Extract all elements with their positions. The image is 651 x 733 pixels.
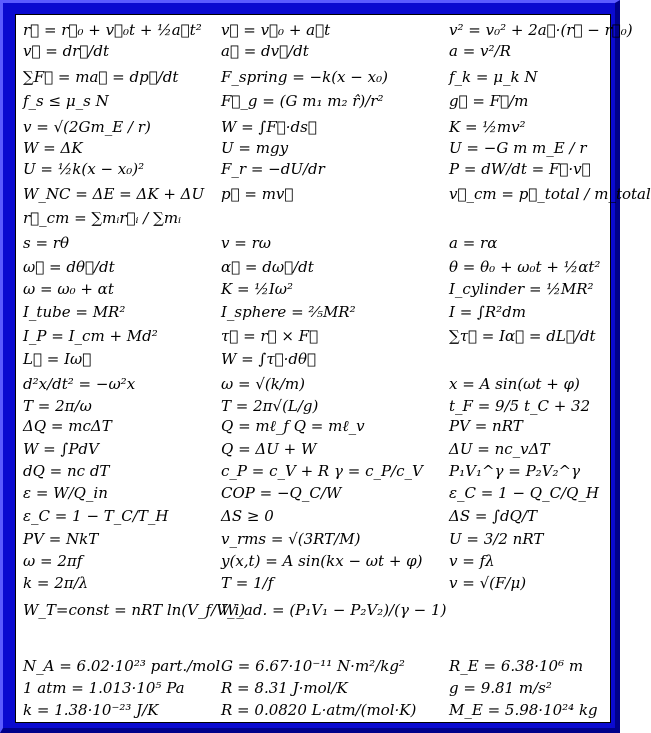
- formula-cell: g⃗ = F⃗/m: [449, 92, 529, 110]
- formula-row: [16, 40, 610, 62]
- constant-cell: R = 0.0820 L·atm/(mol·K): [221, 701, 417, 719]
- formula-row: [16, 348, 610, 370]
- formula-cell: Q = ΔU + W: [221, 440, 317, 458]
- formula-cell: a = rα: [449, 234, 498, 252]
- formula-cell: W = ΔK: [23, 139, 83, 157]
- formula-row: [16, 596, 610, 624]
- constants-row: [16, 655, 610, 677]
- formula-sheet: [15, 14, 651, 723]
- formula-cell: ΔS = ∫dQ/T: [449, 507, 537, 525]
- constant-cell: G = 6.67·10⁻¹¹ N·m²/kg²: [221, 657, 405, 675]
- formula-cell: r⃗ = r⃗₀ + v⃗₀t + ½a⃗t²: [23, 21, 202, 39]
- constants-row: [16, 699, 610, 721]
- formula-cell: T = 2π/ω: [23, 397, 92, 415]
- formula-cell: dQ = nc dT: [23, 462, 110, 480]
- formula-cell: T = 2π√(L/g): [221, 397, 319, 415]
- formula-cell: t_F = 9/5 t_C + 32: [449, 397, 591, 415]
- formula-cell: I_P = I_cm + Md²: [23, 327, 158, 345]
- formula-cell: ω = 2πf: [23, 552, 83, 570]
- formula-cell: U = ½k(x − x₀)²: [23, 160, 145, 178]
- formula-cell: U = −G m m_E / r: [449, 139, 587, 157]
- formula-row: [16, 66, 610, 88]
- formula-cell: τ⃗ = r⃗ × F⃗: [221, 327, 319, 345]
- formula-cell: θ = θ₀ + ω₀t + ½αt²: [449, 258, 601, 276]
- formula-row: [16, 232, 610, 254]
- formula-cell: ε_C = 1 − Q_C/Q_H: [449, 484, 599, 502]
- formula-cell: a = v²/R: [449, 42, 511, 60]
- formula-cell: W = ∫PdV: [23, 440, 99, 458]
- formula-cell: α⃗ = dω⃗/dt: [221, 258, 314, 276]
- formula-cell: f_k = μ_k N: [449, 68, 538, 86]
- formula-row: [16, 325, 610, 347]
- formula-cell: v = fλ: [449, 552, 495, 570]
- formula-cell: F_r = −dU/dr: [221, 160, 325, 178]
- formula-cell: I_cylinder = ½MR²: [449, 280, 594, 298]
- formula-row: [16, 415, 610, 437]
- constant-cell: 1 atm = 1.013·10⁵ Pa: [23, 679, 185, 697]
- formula-row: [16, 505, 610, 527]
- formula-cell: y(x,t) = A sin(kx − ωt + φ): [221, 552, 423, 570]
- formula-row: [16, 204, 610, 232]
- formula-cell: W_T=const = nRT ln(V_f/V_i): [23, 601, 246, 619]
- formula-row: [16, 528, 610, 550]
- formula-cell: U = mgy: [221, 139, 289, 157]
- formula-row: [16, 183, 651, 205]
- formula-row: [16, 482, 610, 504]
- formula-cell: ω⃗ = dθ⃗/dt: [23, 258, 115, 276]
- formula-cell: K = ½mv²: [449, 118, 526, 136]
- formula-cell: ∑τ⃗ = Iα⃗ = dL⃗/dt: [449, 327, 596, 345]
- formula-cell: p⃗ = mv⃗: [221, 185, 294, 203]
- formula-cell: k = 2π/λ: [23, 574, 89, 592]
- formula-cell: v = √(2Gm_E / r): [23, 118, 151, 136]
- formula-cell: v = √(F/μ): [449, 574, 527, 592]
- constant-cell: R_E = 6.38·10⁶ m: [449, 657, 584, 675]
- constant-cell: g = 9.81 m/s²: [449, 679, 552, 697]
- formula-cell: ω = √(k/m): [221, 375, 305, 393]
- formula-cell: P = dW/dt = F⃗·v⃗: [449, 160, 591, 178]
- formula-cell: U = 3/2 nRT: [449, 530, 544, 548]
- formula-cell: ΔS ≥ 0: [221, 507, 274, 525]
- formula-row: [16, 90, 610, 112]
- formula-cell: P₁V₁^γ = P₂V₂^γ: [449, 462, 581, 480]
- formula-cell: COP = −Q_C/W: [221, 484, 342, 502]
- formula-row: [16, 256, 610, 278]
- formula-cell: I = ∫R²dm: [449, 303, 526, 321]
- formula-cell: L⃗ = Iω⃗: [23, 350, 92, 368]
- formula-cell: ε_C = 1 − T_C/T_H: [23, 507, 169, 525]
- formula-cell: I_tube = MR²: [23, 303, 126, 321]
- formula-row: [16, 19, 633, 41]
- formula-row: [16, 460, 610, 482]
- formula-cell: v⃗ = dr⃗/dt: [23, 42, 110, 60]
- formula-cell: f_s ≤ μ_s N: [23, 92, 109, 110]
- formula-cell: ΔU = nc_vΔT: [449, 440, 550, 458]
- formula-cell: a⃗ = dv⃗/dt: [221, 42, 309, 60]
- formula-cell: F_spring = −k(x − x₀): [221, 68, 388, 86]
- formula-cell: v⃗_cm = p⃗_total / m_total: [449, 185, 651, 203]
- formula-cell: v_rms = √(3RT/M): [221, 530, 361, 548]
- constants-row: [16, 677, 610, 699]
- formula-cell: W = ∫τ⃗·dθ⃗: [221, 350, 317, 368]
- constant-cell: N_A = 6.02·10²³ part./mol: [23, 657, 221, 675]
- formula-cell: x = A sin(ωt + φ): [449, 375, 580, 393]
- formula-cell: s = rθ: [23, 234, 70, 252]
- formula-cell: F⃗_g = (G m₁ m₂ r̂)/r²: [221, 92, 384, 110]
- formula-row: [16, 137, 610, 159]
- constant-cell: M_E = 5.98·10²⁴ kg: [449, 701, 598, 719]
- formula-row: [16, 158, 610, 180]
- formula-cell: d²x/dt² = −ω²x: [23, 375, 136, 393]
- constant-cell: R = 8.31 J·mol/K: [221, 679, 348, 697]
- constant-cell: k = 1.38·10⁻²³ J/K: [23, 701, 159, 719]
- formula-cell: W_NC = ΔE = ΔK + ΔU: [23, 185, 205, 203]
- formula-cell: ΔQ = mcΔT: [23, 417, 112, 435]
- formula-row: [16, 301, 610, 323]
- formula-cell: PV = NkT: [23, 530, 99, 548]
- formula-cell: ω = ω₀ + αt: [23, 280, 114, 298]
- formula-cell: K = ½Iω²: [221, 280, 294, 298]
- formula-cell: I_sphere = ⅖MR²: [221, 303, 356, 321]
- formula-row: [16, 572, 610, 594]
- formula-cell: ε = W/Q_in: [23, 484, 108, 502]
- formula-cell: ∑F⃗ = ma⃗ = dp⃗/dt: [23, 68, 179, 86]
- formula-cell: r⃗_cm = ∑mᵢr⃗ᵢ / ∑mᵢ: [23, 209, 182, 227]
- formula-cell: v² = v₀² + 2a⃗·(r⃗ − r⃗₀): [449, 21, 633, 39]
- formula-cell: v = rω: [221, 234, 271, 252]
- formula-cell: W_ad. = (P₁V₁ − P₂V₂)/(γ − 1): [221, 601, 447, 619]
- formula-cell: v⃗ = v⃗₀ + a⃗t: [221, 21, 331, 39]
- formula-cell: W = ∫F⃗·ds⃗: [221, 118, 317, 136]
- formula-row: [16, 438, 610, 460]
- formula-row: [16, 278, 610, 300]
- formula-row: [16, 550, 610, 572]
- formula-cell: Q = mℓ_f Q = mℓ_v: [221, 417, 365, 435]
- formula-cell: c_P = c_V + R γ = c_P/c_V: [221, 462, 423, 480]
- formula-cell: PV = nRT: [449, 417, 523, 435]
- formula-cell: T = 1/f: [221, 574, 274, 592]
